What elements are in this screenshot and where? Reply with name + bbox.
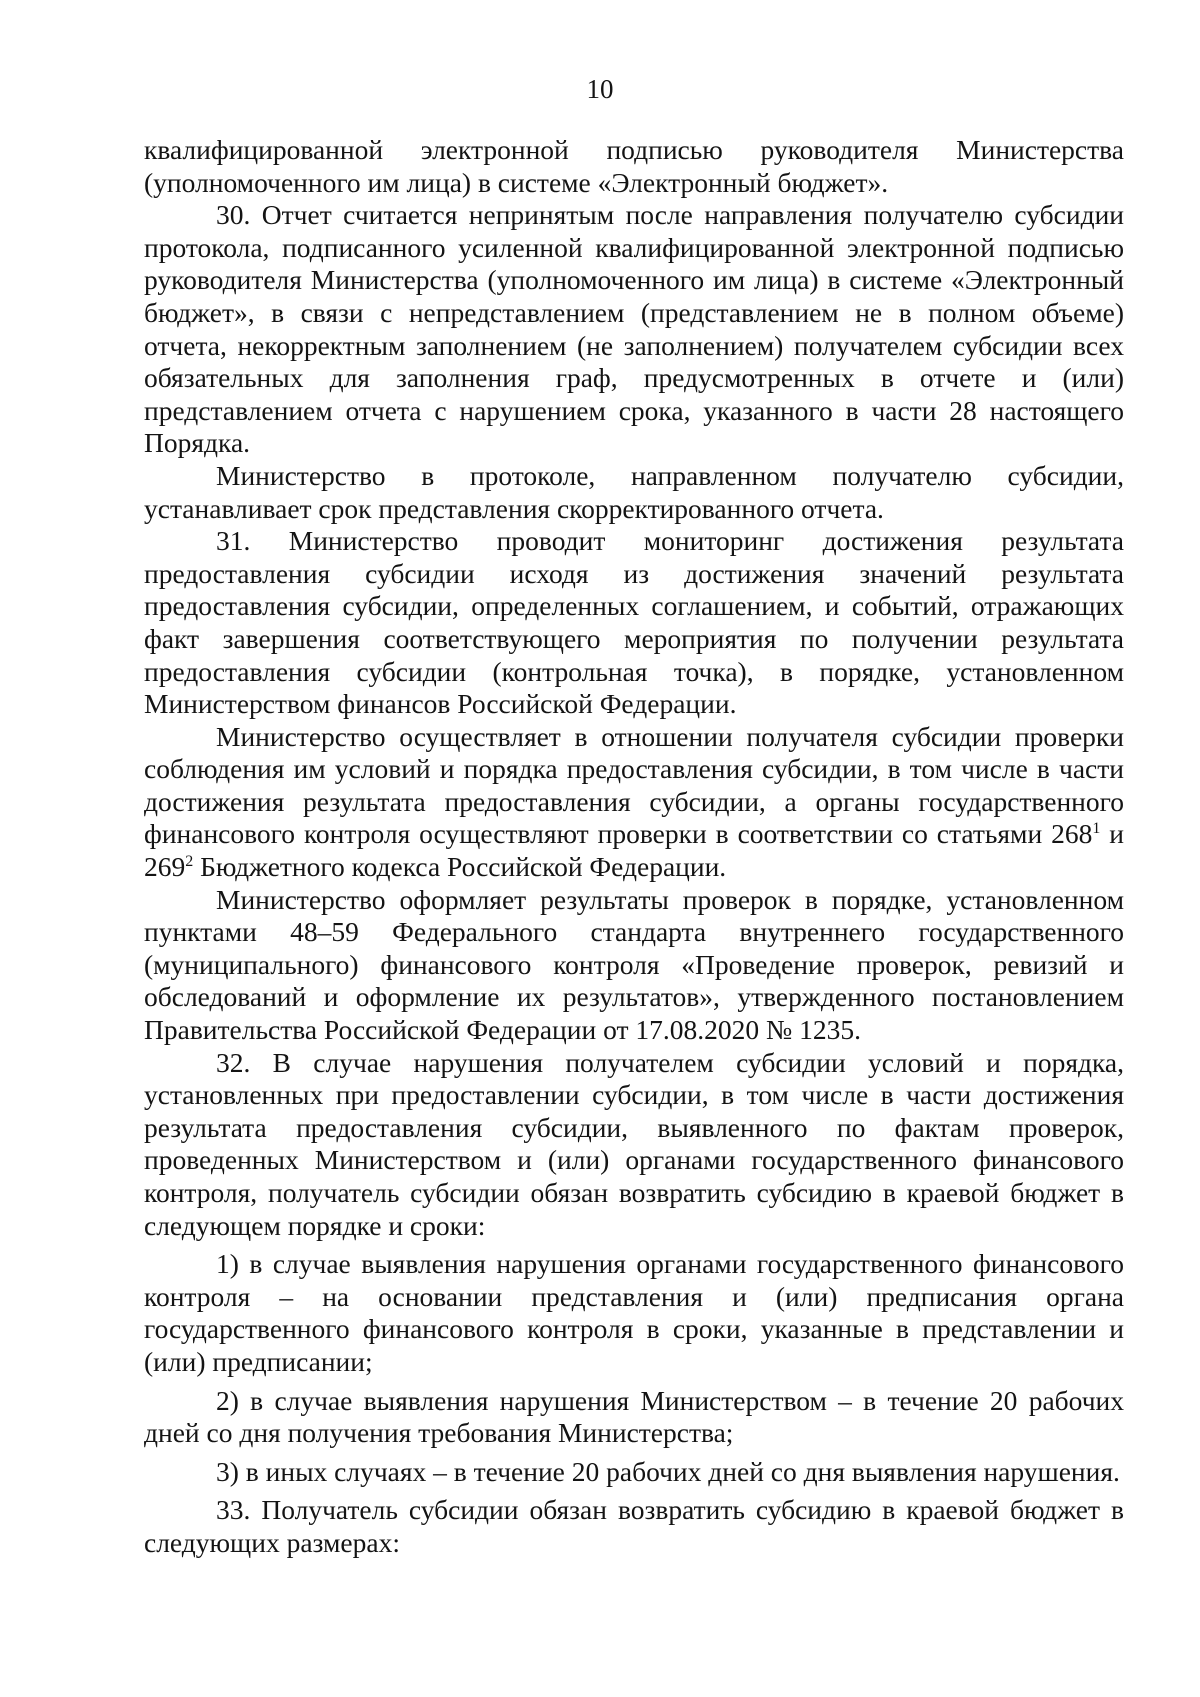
list-item-3: 3) в иных случаях – в течение 20 рабочих дней со дня выявления нарушения.	[216, 1455, 1120, 1487]
paragraph-31-inspections-text: Министерство осуществляет в отношении получателя субсидии проверки соблюдения им условий и порядка предоставления субсидии, в том числе в части достижения результата предоставления субсидии, а органы государственного финансового контроля осуществляют проверки в соответствии со статьями 268	[144, 720, 1124, 850]
superscript-2: 2	[185, 852, 194, 870]
paragraph-32: 32. В случае нарушения получателем субсидии условий и порядка, установленных при предоставлении субсидии, в том числе в части достижения результата предоставления субсидии, выявленного по фактам проверок, проведенных Министерством и (или) органами государственного финансового контроля, получатель субсидии обязан возвратить субсидию в краевой бюджет в следующем порядке и сроки:	[144, 1046, 1124, 1241]
paragraph-30-protocol-deadline: Министерство в протоколе, направленном получателю субсидии, устанавливает срок представления скорректированного отчета.	[144, 459, 1124, 524]
superscript-1: 1	[1092, 820, 1101, 838]
paragraph-31: 31. Министерство проводит мониторинг достижения результата предоставления субсидии исходя из достижения значений результата предоставления субсидии, определенных соглашением, и событий, отражающих факт завершения соответствующего мероприятия по получении результата предоставления субсидии (контрольная точка), в порядке, установленном Министерством финансов Российской Федерации.	[144, 525, 1124, 720]
paragraph-31-inspections-end: Бюджетного кодекса Российской Федерации.	[193, 851, 727, 883]
paragraph-31-inspections	[144, 721, 1124, 884]
paragraph-continuation: квалифицированной электронной подписью руководителя Министерства (уполномоченного им лица) в системе «Электронный бюджет».	[144, 134, 1124, 198]
paragraph-30: 30. Отчет считается непринятым после направления получателю субсидии протокола, подписанного усиленной квалифицированной электронной подписью руководителя Министерства (уполномоченного им лица) в системе «Электронный бюджет», в связи с непредставлением (представлением не в полном объеме) отчета, некорректным заполнением (не заполнением) получателем субсидии всех обязательных для заполнения граф, предусмотренных в отчете и (или) представлением отчета с нарушением срока, указанного в части 28 настоящего Порядка.	[144, 199, 1124, 459]
paragraph-33: 33. Получатель субсидии обязан возвратить субсидию в краевой бюджет в следующих размерах:	[144, 1494, 1124, 1558]
paragraph-31-inspections-mid: и 269	[144, 818, 1125, 883]
list-item-1: 1) в случае выявления нарушения органами государственного финансового контроля – на основании представления и (или) предписания органа государственного финансового контроля в сроки, указанные в представлении и (или) предписании;	[144, 1248, 1124, 1377]
list-item-2: 2) в случае выявления нарушения Министерством – в течение 20 рабочих дней со дня получения требования Министерства;	[144, 1384, 1124, 1449]
document-body	[144, 134, 1124, 1560]
page-number: 10	[586, 74, 614, 104]
paragraph-31-results: Министерство оформляет результаты проверок в порядке, установленном пунктами 48–59 Федерального стандарта внутреннего государственного (муниципального) финансового контроля «Проведение проверок, ревизий и обследований и оформление их результатов», утвержденного постановлением Правительства Российской Федерации от 17.08.2020 № 1235.	[144, 883, 1124, 1046]
